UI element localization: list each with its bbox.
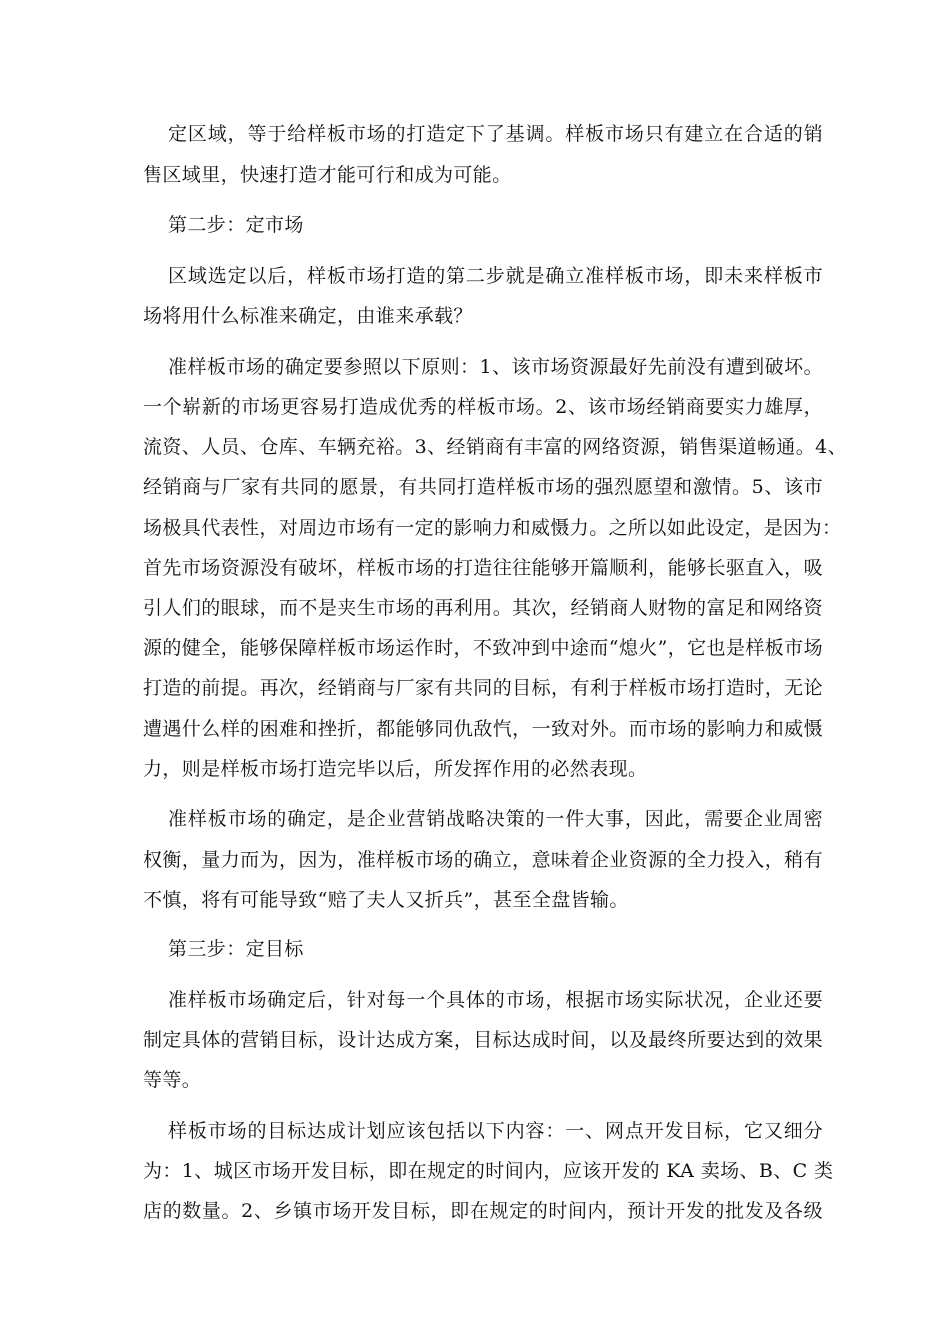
body-text-line: 制定具体的营销目标，设计达成方案，目标达成时间，以及最终所要达到的效果: [143, 1029, 823, 1051]
body-text-line: 准样板市场的确定要参照以下原则：1、该市场资源最好先前没有遭到破坏。: [168, 356, 823, 378]
body-text-line: 打造的前提。再次，经销商与厂家有共同的目标，有利于样板市场打造时，无论: [143, 677, 823, 699]
body-text-line: 售区域里，快速打造才能可行和成为可能。: [143, 164, 512, 186]
body-text-line: 区域选定以后，样板市场打造的第二步就是确立准样板市场，即未来样板市: [168, 265, 823, 287]
body-text-line: 场将用什么标准来确定，由谁来承载？: [143, 305, 473, 327]
body-text-line: 源的健全，能够保障样板市场运作时，不致冲到中途而“熄火”，它也是样板市场: [143, 637, 823, 659]
body-text-line: 样板市场的目标达成计划应该包括以下内容：一、网点开发目标，它又细分: [168, 1120, 823, 1142]
body-text-line: 等等。: [143, 1069, 202, 1091]
body-text-line: 不慎，将有可能导致“赔了夫人又折兵”，甚至全盘皆输。: [143, 889, 629, 911]
body-text-line: 店的数量。2、乡镇市场开发目标，即在规定的时间内，预计开发的批发及各级: [143, 1200, 823, 1222]
body-text-line: 一个崭新的市场更容易打造成优秀的样板市场。2、该市场经销商要实力雄厚，: [143, 396, 823, 418]
body-text-line: 权衡，量力而为，因为，准样板市场的确立，意味着企业资源的全力投入，稍有: [143, 849, 823, 871]
body-text-line: 引人们的眼球，而不是夹生市场的再利用。其次，经销商人财物的富足和网络资: [143, 597, 823, 619]
section-heading: 第二步：定市场: [168, 214, 304, 236]
body-text-line: 遭遇什么样的困难和挫折，都能够同仇敌忾，一致对外。而市场的影响力和威慑: [143, 718, 823, 740]
body-text-line: 场极具代表性，对周边市场有一定的影响力和威慑力。之所以如此设定，是因为：: [143, 517, 842, 539]
body-text-line: 为：1、城区市场开发目标，即在规定的时间内，应该开发的 KA 卖场、B、C 类: [143, 1160, 834, 1182]
section-heading: 第三步：定目标: [168, 938, 304, 960]
body-text-line: 定区域，等于给样板市场的打造定下了基调。样板市场只有建立在合适的销: [168, 123, 823, 145]
body-text-line: 力，则是样板市场打造完毕以后，所发挥作用的必然表现。: [143, 758, 648, 780]
body-text-line: 流资、人员、仓库、车辆充裕。3、经销商有丰富的网络资源，销售渠道畅通。4、: [143, 436, 847, 458]
body-text-line: 经销商与厂家有共同的愿景，有共同打造样板市场的强烈愿望和激情。5、该市: [143, 476, 823, 498]
body-text-line: 首先市场资源没有破坏，样板市场的打造往往能够开篇顺利，能够长驱直入，吸: [143, 557, 823, 579]
body-text-line: 准样板市场确定后，针对每一个具体的市场，根据市场实际状况，企业还要: [168, 989, 823, 1011]
body-text-line: 准样板市场的确定，是企业营销战略决策的一件大事，因此，需要企业周密: [168, 808, 823, 830]
